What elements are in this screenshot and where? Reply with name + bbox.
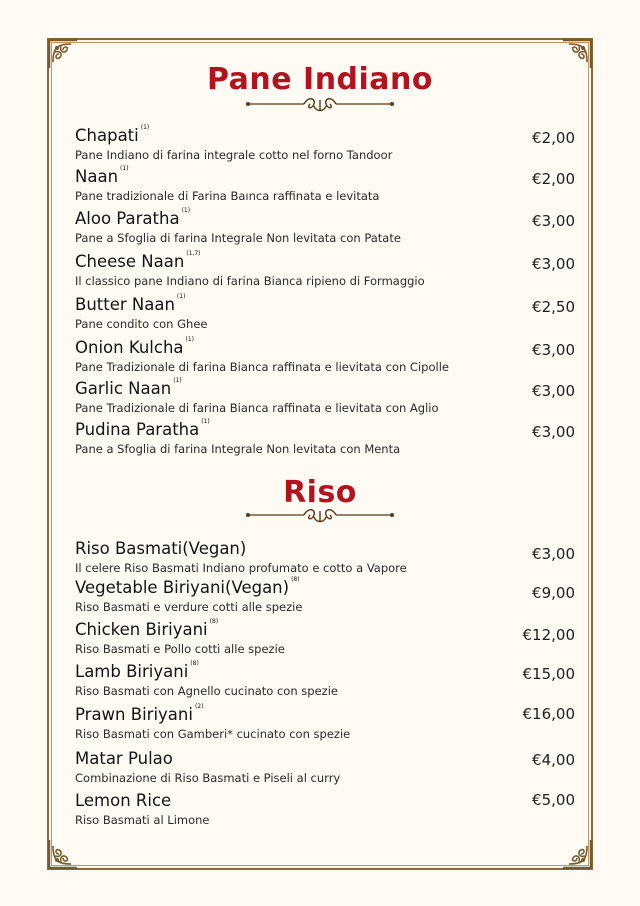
item-name: Garlic Naan $^{(1)}$ (75, 377, 182, 398)
item-name: Butter Naan $^{(1)}$ (75, 293, 186, 314)
item-description: Pane Tradizionale di farina Bianca raffinata e lievitata con Cipolle (75, 360, 449, 374)
menu-item (75, 539, 575, 579)
item-price: €9,00 (532, 584, 575, 602)
menu-item (75, 126, 575, 166)
menu-item (75, 379, 575, 419)
menu-item (75, 209, 575, 249)
item-description: Pane Indiano di farina integrale cotto nel forno Tandoor (75, 148, 393, 162)
item-price: €5,00 (532, 791, 575, 809)
item-name: Naan $^{(1)}$ (75, 165, 129, 186)
item-name: Chapati $^{(1)}$ (75, 124, 150, 145)
corner-ornament-icon (47, 826, 91, 870)
menu-item (75, 749, 575, 789)
item-name: Chicken Biriyani $^{(8)}$ (75, 618, 219, 639)
item-price: €2,00 (532, 170, 575, 188)
menu-item (75, 791, 575, 831)
menu-item (75, 578, 575, 618)
item-name: Vegetable Biriyani(Vegan) $^{(8)}$ (75, 576, 300, 597)
menu-item (75, 420, 575, 460)
item-price: €15,00 (522, 665, 575, 683)
item-description: Riso Basmati con Agnello cucinato con spezie (75, 684, 338, 698)
item-price: €16,00 (522, 705, 575, 723)
section-title-pane-indiano: Pane Indiano (206, 62, 434, 97)
item-description: Pane condito con Ghee (75, 317, 208, 331)
item-name: Lemon Rice (75, 791, 172, 810)
item-description: Il classico pane Indiano di farina Bianca ripieno di Formaggio (75, 274, 425, 288)
section-title-riso: Riso (283, 475, 357, 510)
item-name: Lamb Biriyani $^{(8)}$ (75, 660, 199, 681)
item-name: Matar Pulao (75, 749, 173, 768)
corner-ornament-icon (549, 826, 593, 870)
item-name: Riso Basmati(Vegan) (75, 539, 247, 558)
allergen-note: (1) (173, 377, 182, 384)
menu-item (75, 338, 575, 378)
item-name: Aloo Paratha $^{(1)}$ (75, 207, 191, 228)
item-name: Cheese Naan $^{(1,7)}$ (75, 250, 201, 271)
allergen-note: (1) (181, 207, 191, 214)
menu-item (75, 295, 575, 335)
allergen-note: (1) (176, 293, 186, 300)
menu-item (75, 252, 575, 292)
item-price: €3,00 (532, 545, 575, 563)
item-description: Pane a Sfoglia di farina Integrale Non levitata con Menta (75, 442, 401, 456)
item-name: Pudina Paratha $^{(1)}$ (75, 418, 210, 439)
menu-item (75, 705, 575, 745)
item-price: €2,50 (532, 298, 575, 316)
flourish-divider-icon (244, 94, 396, 114)
menu-item (75, 620, 575, 660)
item-price: €3,00 (532, 255, 575, 273)
item-description: Riso Basmati al Limone (75, 813, 210, 827)
allergen-note: (1,7) (186, 250, 201, 257)
item-description: Pane tradizionale di Farina Baınca raffinata e levitata (75, 189, 380, 203)
item-price: €12,00 (522, 626, 575, 644)
allergen-note: (8) (291, 576, 300, 583)
item-description: Pane Tradizionale di farina Bianca raffinata e lievitata con Aglio (75, 401, 439, 415)
allergen-note: (8) (190, 660, 199, 667)
allergen-note: (1) (185, 336, 195, 343)
allergen-note: (1) (140, 124, 150, 131)
item-description: Il celere Riso Basmati Indiano profumato e cotto a Vapore (75, 561, 407, 575)
item-price: €3,00 (532, 341, 575, 359)
item-name: Onion Kulcha $^{(1)}$ (75, 336, 195, 357)
item-price: €2,00 (532, 129, 575, 147)
allergen-note: (2) (194, 703, 204, 710)
menu-item (75, 662, 575, 702)
allergen-note: (1) (201, 418, 210, 425)
flourish-divider-icon (244, 505, 396, 525)
allergen-note: (8) (209, 618, 219, 625)
item-price: €3,00 (532, 212, 575, 230)
item-name: Prawn Biriyani $^{(2)}$ (75, 703, 204, 724)
item-description: Combinazione di Riso Basmati e Piseli al curry (75, 771, 341, 785)
item-price: €3,00 (532, 423, 575, 441)
item-price: €3,00 (532, 382, 575, 400)
item-description: Riso Basmati e Pollo cotti alle spezie (75, 642, 285, 656)
item-description: Riso Basmati con Gamberi* cucinato con spezie (75, 727, 351, 741)
item-description: Riso Basmati e verdure cotti alle spezie (75, 600, 303, 614)
allergen-note: (1) (120, 165, 129, 172)
item-price: €4,00 (532, 751, 575, 769)
item-description: Pane a Sfoglia di farina Integrale Non levitata con Patate (75, 231, 401, 245)
menu-item (75, 167, 575, 207)
